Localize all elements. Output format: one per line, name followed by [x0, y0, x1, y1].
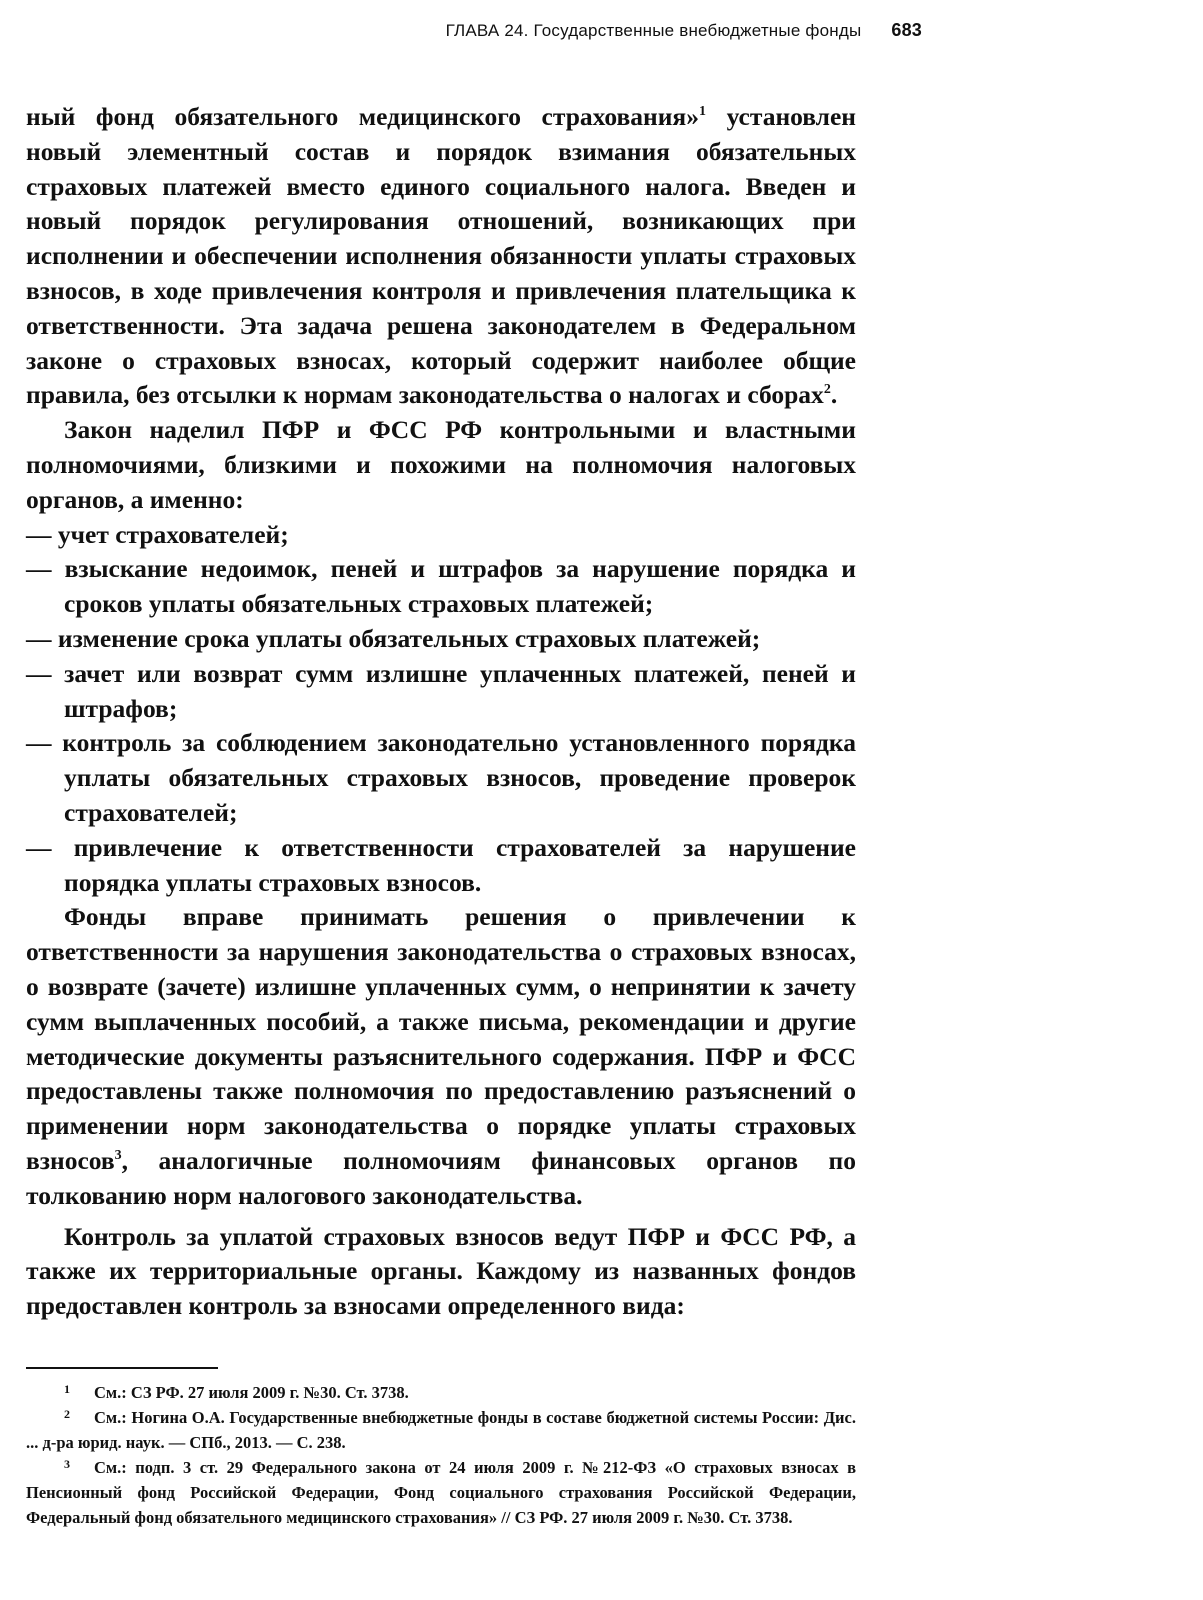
footnotes [26, 1380, 856, 1530]
paragraph-1-text-b: установлен новый элементный состав и порядок взимания обязательных страховых платежей вместо единого социального налога. Введен и новый порядок регулирования отношений, возникающих при исполнении и обеспечении исполнения обязанности уплаты страховых взносов, в ходе привлечения контроля и привлечения плательщика к ответственности. Эта задача решена законодателем в Федеральном законе о страховых взносах, который содержит наиболее общие правила, без отсылки к нормам законодательства о налогах и сборах [26, 102, 857, 410]
footnote-ref-1: 1 [698, 104, 706, 119]
list-item: — взыскание недоимок, пеней и штрафов за нарушение порядка и сроков уплаты обязательных страховых платежей; [26, 554, 856, 619]
main-text [26, 100, 856, 1324]
footnote-2: 2 См.: Ногина О.А. Государственные внебюджетные фонды в составе бюджетной системы России: Дис. ... д-ра юрид. наук. — СПб., 2013. — С. 238. [26, 1407, 856, 1452]
footnote-separator [26, 1367, 218, 1369]
footnote-text: См.: Ногина О.А. Государственные внебюджетные фонды в составе бюджетной системы России: Дис. ... д-ра юрид. наук. — СПб., 2013. — С. 238. [26, 1408, 856, 1452]
paragraph-2: Закон наделил ПФР и ФСС РФ контрольными и властными полномочиями, близкими и похожими на полномочия налоговых органов, а именно: [26, 415, 856, 514]
page-number: 683 [891, 20, 922, 40]
list-item: — зачет или возврат сумм излишне уплаченных платежей, пеней и штрафов; [26, 658, 856, 723]
paragraph-4: Контроль за уплатой страховых взносов ведут ПФР и ФСС РФ, а также их территориальные органы. Каждому из названных фондов предоставлен контроль за взносами определенного вида: [26, 1221, 856, 1321]
paragraph-1 [26, 100, 856, 413]
list-item: — изменение срока уплаты обязательных страховых платежей; [26, 623, 761, 653]
footnote-ref-3: 3 [114, 1147, 122, 1163]
paragraph-3-text-a: Фонды вправе принимать решения о привлечении к ответственности за нарушения законодательства о страховых взносах, о возврате (зачете) излишне уплаченных сумм, о непринятии к зачету сумм выплаченных пособий, а также письма, рекомендации и другие методические документы разъяснительного содержания. ПФР и ФСС предоставлены также полномочия по предоставлению разъяснений о применении норм законодательства о порядке уплаты страховых взносов [26, 902, 856, 1175]
footnote-1: 1 См.: СЗ РФ. 27 июля 2009 г. №30. Ст. 3738. [64, 1382, 409, 1402]
footnote-text: См.: СЗ РФ. 27 июля 2009 г. №30. Ст. 3738. [94, 1383, 409, 1402]
chapter-title: ГЛАВА 24. Государственные внебюджетные фонды [445, 21, 862, 40]
list-item: — учет страхователей; [26, 519, 289, 549]
footnote-3: 3 См.: подп. 3 ст. 29 Федерального закона от 24 июля 2009 г. №212-ФЗ «О страховых взносах в Пенсионный фонд Российской Федерации, Фонд социального страхования Российской Федерации, Федеральный фонд обязательного медицинского страхования» // СЗ РФ. 27 июля 2009 г. №30. Ст. 3738. [26, 1457, 856, 1527]
paragraph-3-text-b: , аналогичные полномочиям финансовых органов по толкованию норм налогового законодательства. [26, 1145, 856, 1210]
list-item: — контроль за соблюдением законодательно установленного порядка уплаты обязательных страховых взносов, проведение проверок страхователей; [26, 728, 856, 827]
paragraph-1-text-c: . [830, 380, 838, 410]
list-item: — привлечение к ответственности страхователей за нарушение порядка уплаты страховых взносов. [26, 832, 856, 897]
paragraph-1-text-a: ный фонд обязательного медицинского страхования» [26, 102, 699, 131]
powers-list [26, 518, 856, 901]
footnote-text: См.: подп. 3 ст. 29 Федерального закона от 24 июля 2009 г. №212-ФЗ «О страховых взносах в Пенсионный фонд Российской Федерации, Фонд социального страхования Российской Федерации, Федеральный фонд обязательного медицинского страхования» // СЗ РФ. 27 июля 2009 г. №30. Ст. 3738. [26, 1458, 856, 1527]
paragraph-3 [26, 900, 856, 1213]
running-header [0, 20, 922, 41]
footnote-ref-2: 2 [823, 382, 831, 398]
